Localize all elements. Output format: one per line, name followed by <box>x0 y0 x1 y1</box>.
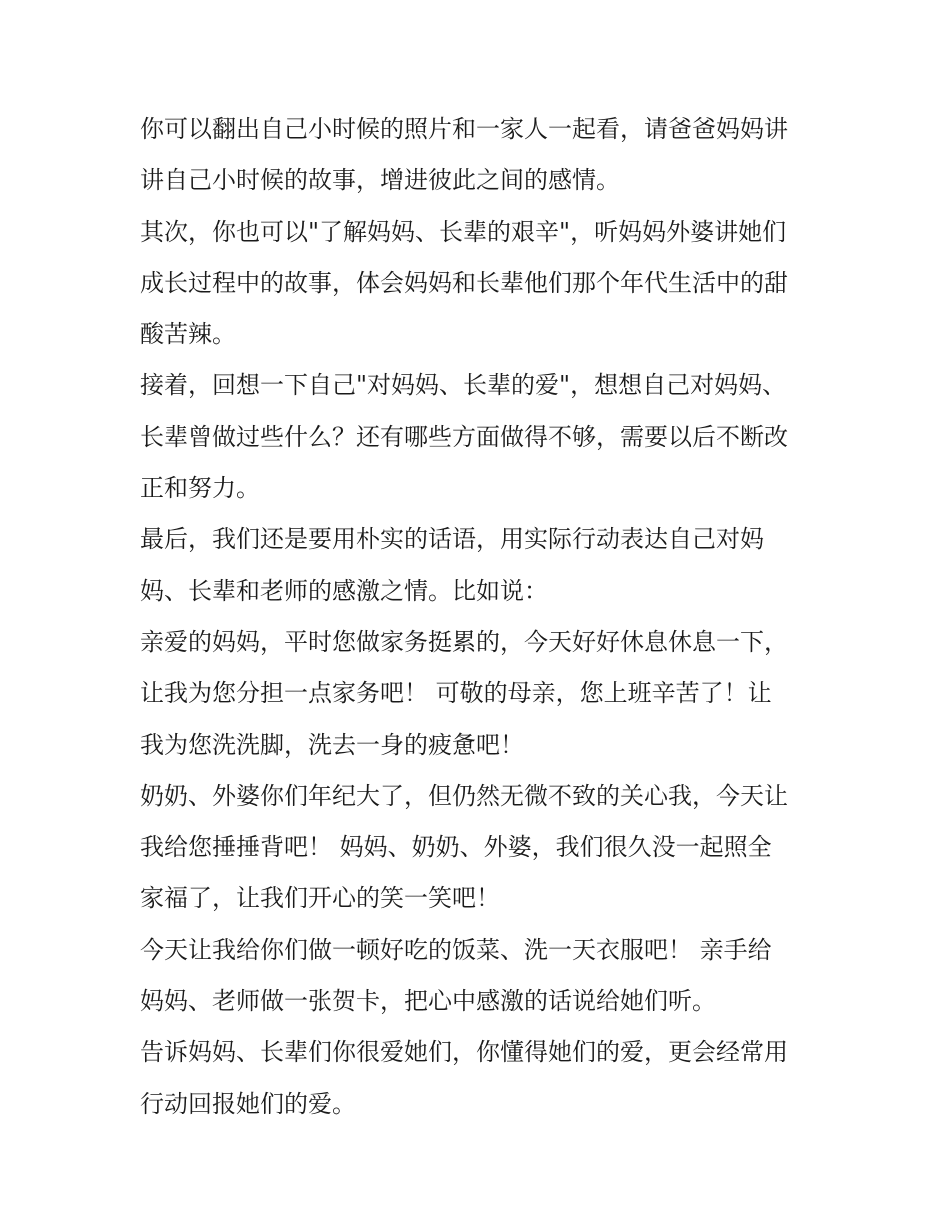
paragraph-example-grandma <box>140 771 830 925</box>
text-line: 亲爱的妈妈，平时您做家务挺累的，今天好好休息休息一下， <box>140 627 788 656</box>
text-line: 讲自己小时候的故事，增进彼此之间的感情。 <box>140 166 620 195</box>
text-line: 正和努力。 <box>140 474 260 503</box>
paragraph-hardship <box>140 207 830 361</box>
document-body <box>140 104 830 1130</box>
text-line: 长辈曾做过些什么？还有哪些方面做得不够，需要以后不断改 <box>140 422 788 451</box>
text-line: 你可以翻出自己小时候的照片和一家人一起看，请爸爸妈妈讲 <box>140 115 788 143</box>
paragraph-reflect <box>140 360 830 514</box>
text-line: 最后，我们还是要用朴实的话语，用实际行动表达自己对妈 <box>140 525 764 554</box>
text-line: 接着，回想一下自己"对妈妈、长辈的爱"，想想自己对妈妈、 <box>140 371 787 400</box>
text-line: 妈妈、老师做一张贺卡，把心中感激的话说给她们听。 <box>140 987 716 1016</box>
text-line: 妈、长辈和老师的感激之情。比如说： <box>140 576 548 605</box>
paragraph-photos <box>140 104 830 207</box>
text-line: 行动回报她们的爱。 <box>140 1089 356 1118</box>
paragraph-tell-love <box>140 1027 830 1130</box>
text-line: 成长过程中的故事，体会妈妈和长辈他们那个年代生活中的甜 <box>140 268 788 297</box>
paragraph-finally <box>140 514 830 617</box>
text-line: 我给您捶捶背吧！ 妈妈、奶奶、外婆，我们很久没一起照全 <box>140 833 772 862</box>
text-line: 其次，你也可以"了解妈妈、长辈的艰辛"，听妈妈外婆讲她们 <box>140 217 787 246</box>
text-line: 我为您洗洗脚，洗去一身的疲惫吧！ <box>140 730 524 759</box>
text-line: 奶奶、外婆你们年纪大了，但仍然无微不致的关心我，今天让 <box>140 781 788 810</box>
text-line: 酸苦辣。 <box>140 320 236 349</box>
paragraph-example-mother <box>140 617 830 771</box>
text-line: 让我为您分担一点家务吧！ 可敬的母亲，您上班辛苦了！让 <box>140 679 772 708</box>
text-line: 告诉妈妈、长辈们你很爱她们，你懂得她们的爱，更会经常用 <box>140 1038 788 1067</box>
paragraph-example-cook <box>140 925 830 1028</box>
text-line: 今天让我给你们做一顿好吃的饭菜、洗一天衣服吧！ 亲手给 <box>140 935 772 964</box>
text-line: 家福了，让我们开心的笑一笑吧！ <box>140 884 500 913</box>
